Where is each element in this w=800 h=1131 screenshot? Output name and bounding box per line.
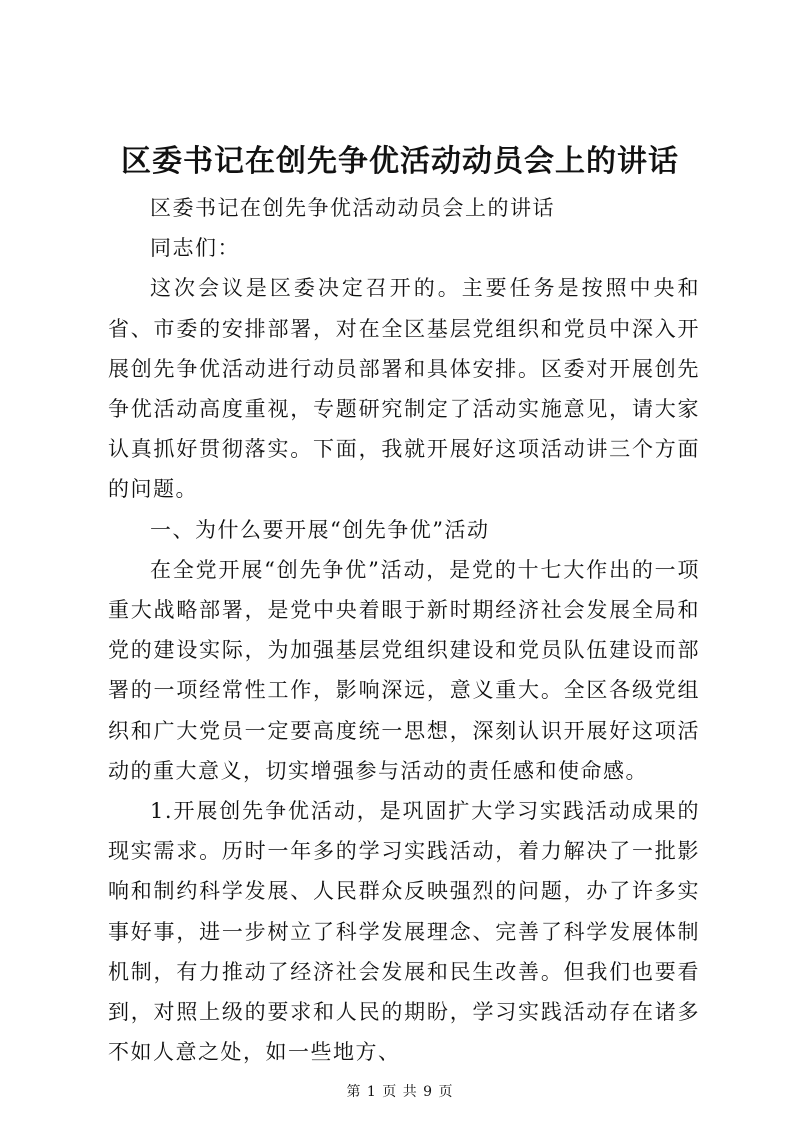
paragraph-subtitle: 区委书记在创先争优活动动员会上的讲话 (150, 196, 555, 220)
section-heading-1: 一、为什么要开展“创先争优”活动 (150, 517, 490, 542)
document-title: 区委书记在创先争优活动动员会上的讲话 (121, 144, 679, 179)
paragraph-section-1: 在全党开展“创先争优”活动，是党的十七大作出的一项重大战略部署，是党中央着眼于新时期经济社会发展全局和党的建设实际，为加强基层党组织建设和党员队伍建设而部署的一项经常性工作，影响深远，意义重大。全区各级党组织和广大党员一定要高度统一思想，深刻认识开展好这项活动的重大意义，切实增强参与活动的责任感和使命感。 (108, 557, 700, 783)
paragraph-salutation: 同志们： (150, 236, 240, 261)
document-body (108, 188, 700, 1072)
paragraph-intro: 这次会议是区委决定召开的。主要任务是按照中央和省、市委的安排部署，对在全区基层党组织和党员中深入开展创先争优活动进行动员部署和具体安排。区委对开展创先争优活动高度重视，专题研究制定了活动实施意见，请大家认真抓好贯彻落实。下面，我就开展好这项活动讲三个方面的问题。 (108, 276, 700, 502)
page-footer: 第 1 页 共 9 页 (346, 1084, 454, 1100)
paragraph-point-1: 1.开展创先争优活动，是巩固扩大学习实践活动成果的现实需求。历时一年多的学习实践活动，着力解决了一批影响和制约科学发展、人民群众反映强烈的问题，办了许多实事好事，进一步树立了科学发展理念、完善了科学发展体制机制，有力推动了经济社会发展和民生改善。但我们也要看到，对照上级的要求和人民的期盼，学习实践活动存在诸多不如人意之处，如一些地方、 (108, 799, 700, 1065)
